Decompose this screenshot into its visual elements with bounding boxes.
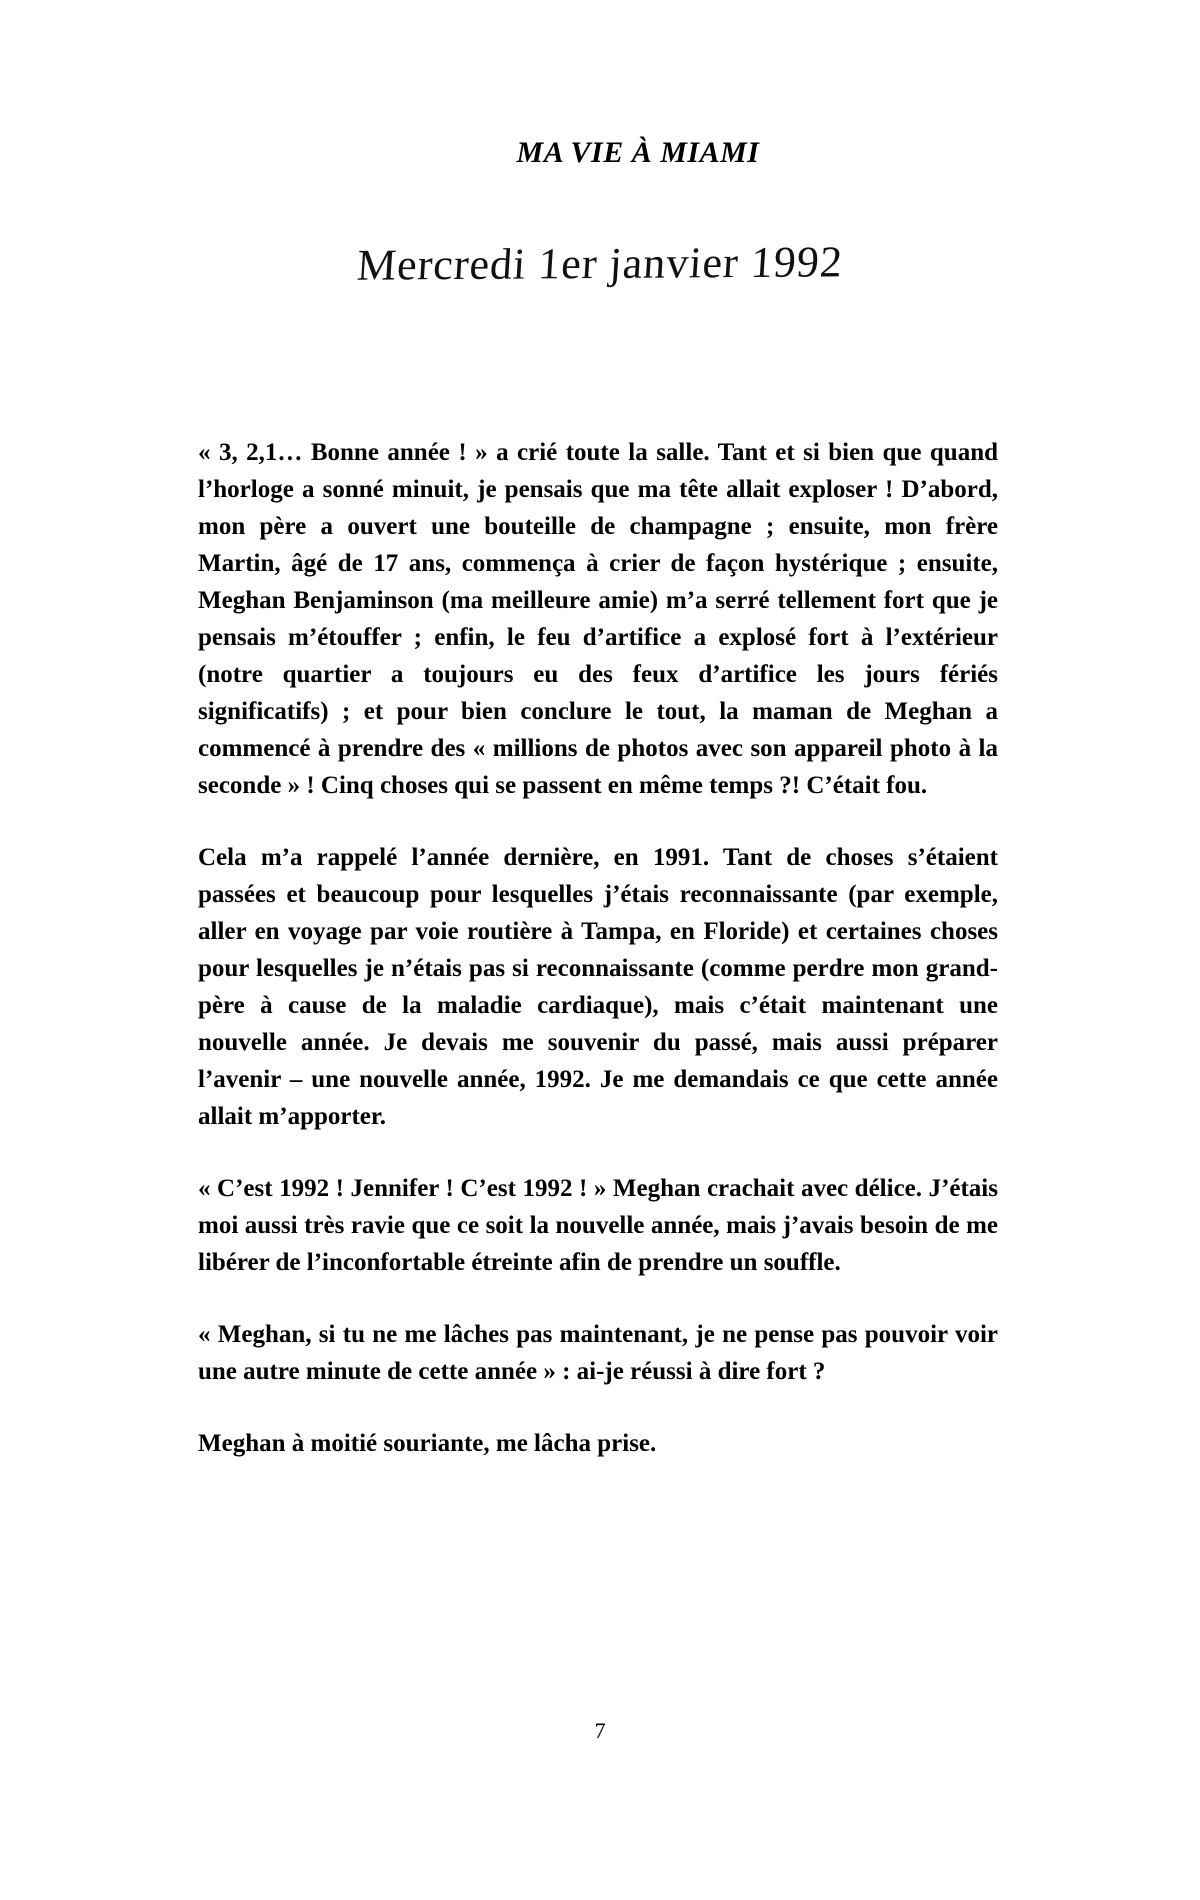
paragraph-3: « C’est 1992 ! Jennifer ! C’est 1992 ! » Meghan crachait avec délice. J’étais moi aussi très ravie que ce soit la nouvelle année, mais j’avais besoin de me libérer de l’inconfortable étreinte afin de prendre un souffle. — [198, 1175, 998, 1276]
paragraph-4: « Meghan, si tu ne me lâches pas maintenant, je ne pense pas pouvoir voir une autre minute de cette année » : ai-je réussi à dire fort ? — [198, 1321, 998, 1385]
paragraph-5: Meghan à moitié souriante, me lâcha prise. — [198, 1430, 657, 1457]
paragraph-2: Cela m’a rappelé l’année dernière, en 1991. Tant de choses s’étaient passées et beaucoup pour lesquelles j’étais reconnaissante (par exemple, aller en voyage par voie routière à Tampa, en Floride) et certaines choses pour lesquelles je n’étais pas si reconnaissante (comme perdre mon grand-père à cause de la maladie cardiaque), mais c’était maintenant une nouvelle année. Je devais me souvenir du passé, mais aussi préparer l’avenir – une nouvelle année, 1992. Je me demandais ce que cette année allait m’apporter. — [198, 844, 998, 1130]
page-number: 7 — [594, 1718, 606, 1743]
paragraph-1: « 3, 2,1… Bonne année ! » a crié toute la salle. Tant et si bien que quand l’horloge a sonné minuit, je pensais que ma tête allait exploser ! D’abord, mon père a ouvert une bouteille de champagne ; ensuite, mon frère Martin, âgé de 17 ans, commença à crier de façon hystérique ; ensuite, Meghan Benjaminson (ma meilleure amie) m’a serré tellement fort que je pensais m’étouffer ; enfin, le feu d’artifice a explosé fort à l’extérieur (notre quartier a toujours eu des feux d’artifice les jours fériés significatifs) ; et pour bien conclure le tout, la maman de Meghan a commencé à prendre des « millions de photos avec son appareil photo à la seconde » ! Cinq choses qui se passent en même temps ?! C’était fou. — [198, 439, 998, 799]
running-header-title: MA VIE À MIAMI — [516, 136, 760, 169]
body-text-block — [198, 434, 998, 1497]
chapter-date-title: Mercredi 1er janvier 1992 — [355, 237, 845, 290]
